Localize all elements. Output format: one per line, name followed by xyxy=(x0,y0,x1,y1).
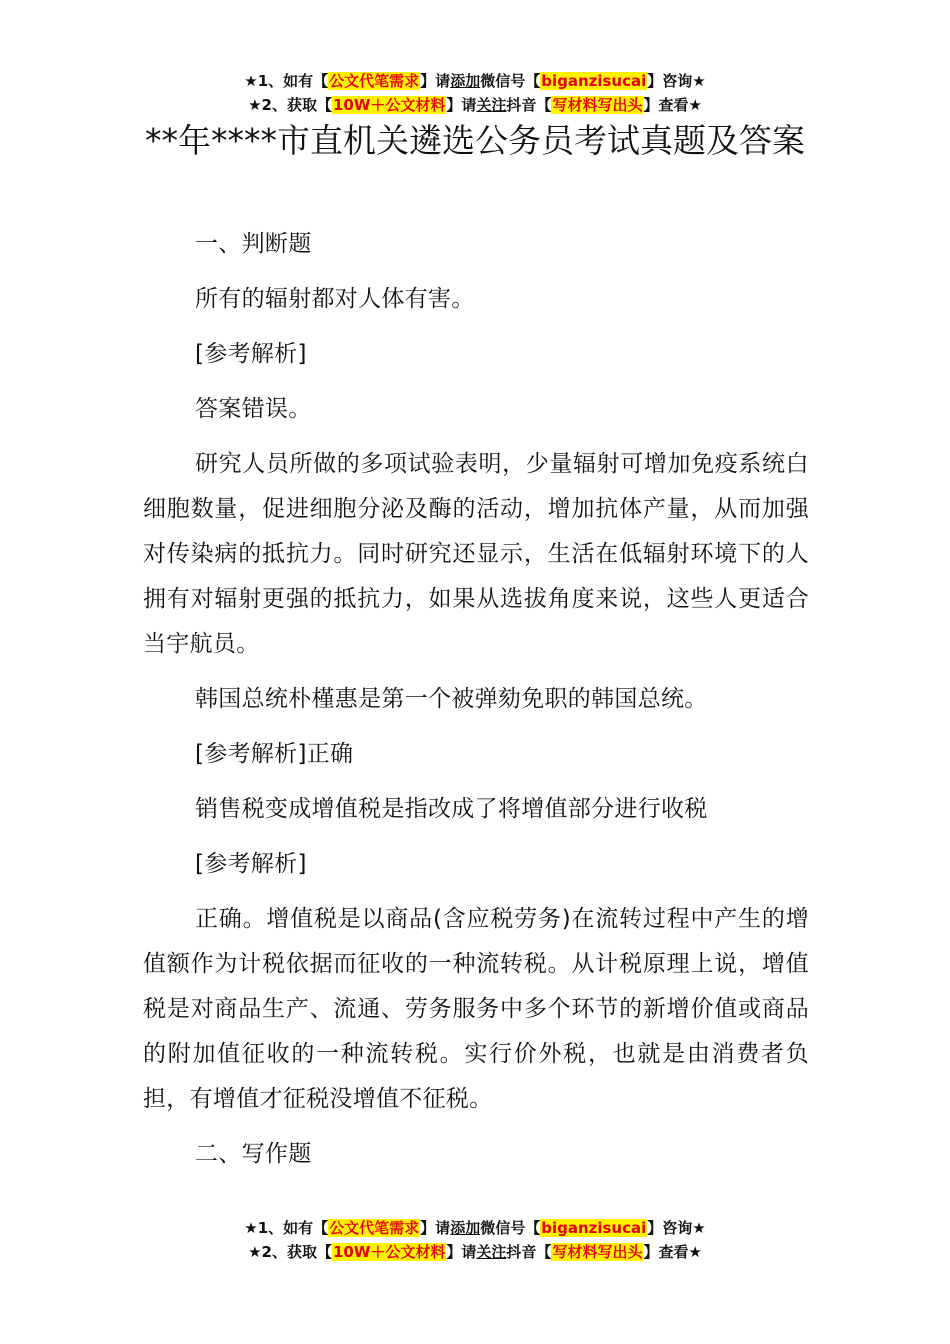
banner-text: 微信号【 xyxy=(480,72,541,90)
analysis-label: [参考解析]正确 xyxy=(195,741,354,767)
banner-text: 】请 xyxy=(446,1243,477,1261)
banner-highlight-douyin: 写材料写出头 xyxy=(552,96,643,114)
banner-text: 】请 xyxy=(420,1219,451,1237)
banner-text: 抖音【 xyxy=(506,1243,552,1261)
banner-emphasis: 关注 xyxy=(476,1243,507,1261)
banner-text: ★1、如有【 xyxy=(244,72,329,90)
footer-banner xyxy=(0,1217,950,1265)
banner-highlight-wechat-id: biganzisucai xyxy=(541,1219,647,1237)
banner-text: ★2、获取【 xyxy=(248,1243,332,1261)
banner-text: 】查看★ xyxy=(643,96,702,114)
banner-line-1 xyxy=(0,70,950,94)
banner-line-2 xyxy=(0,94,950,118)
explanation-paragraph: 正确。增值税是以商品(含应税劳务)在流转过程中产生的增值额作为计税依据而征收的一种流转税。从计税原理上说，增值税是对商品生产、流通、劳务服务中多个环节的新增价值或商品的附加值征收的一种流转税。实行价外税，也就是由消费者负担，有增值才征税没增值不征税。 xyxy=(143,906,809,1112)
banner-text: ★1、如有【 xyxy=(244,1219,329,1237)
banner-text: 抖音【 xyxy=(506,96,552,114)
banner-text: 】咨询★ xyxy=(647,72,706,90)
banner-highlight-materials: 10W＋公文材料 xyxy=(332,96,446,114)
banner-line-2 xyxy=(0,1241,950,1265)
question-paragraph: 韩国总统朴槿惠是第一个被弹劾免职的韩国总统。 xyxy=(195,686,708,712)
banner-emphasis: 添加 xyxy=(450,72,481,90)
banner-line-1 xyxy=(0,1217,950,1241)
banner-highlight-douyin: 写材料写出头 xyxy=(552,1243,643,1261)
banner-text: 微信号【 xyxy=(480,1219,541,1237)
document-body xyxy=(143,222,809,1187)
banner-text: 】请 xyxy=(446,96,477,114)
banner-highlight-wechat-id: biganzisucai xyxy=(541,72,647,90)
section-heading-writing: 二、写作题 xyxy=(195,1141,312,1167)
banner-text: 】请 xyxy=(420,72,451,90)
banner-emphasis: 关注 xyxy=(476,96,507,114)
banner-text: ★2、获取【 xyxy=(248,96,332,114)
document-title: **年****市直机关遴选公务员考试真题及答案 xyxy=(145,121,805,160)
header-banner xyxy=(0,70,950,118)
answer-paragraph: 答案错误。 xyxy=(195,396,312,422)
question-paragraph: 所有的辐射都对人体有害。 xyxy=(195,286,475,312)
section-heading-judgment: 一、判断题 xyxy=(195,231,312,257)
banner-highlight-service: 公文代笔需求 xyxy=(329,72,420,90)
banner-highlight-materials: 10W＋公文材料 xyxy=(332,1243,446,1261)
banner-text: 】查看★ xyxy=(643,1243,702,1261)
banner-highlight-service: 公文代笔需求 xyxy=(329,1219,420,1237)
analysis-label: [参考解析] xyxy=(195,851,307,877)
banner-emphasis: 添加 xyxy=(450,1219,481,1237)
explanation-paragraph: 研究人员所做的多项试验表明，少量辐射可增加免疫系统白细胞数量，促进细胞分泌及酶的活动，增加抗体产量，从而加强对传染病的抵抗力。同时研究还显示，生活在低辐射环境下的人拥有对辐射更强的抵抗力，如果从选拔角度来说，这些人更适合当宇航员。 xyxy=(143,451,809,657)
analysis-label: [参考解析] xyxy=(195,341,307,367)
banner-text: 】咨询★ xyxy=(647,1219,706,1237)
question-paragraph: 销售税变成增值税是指改成了将增值部分进行收税 xyxy=(195,796,708,822)
